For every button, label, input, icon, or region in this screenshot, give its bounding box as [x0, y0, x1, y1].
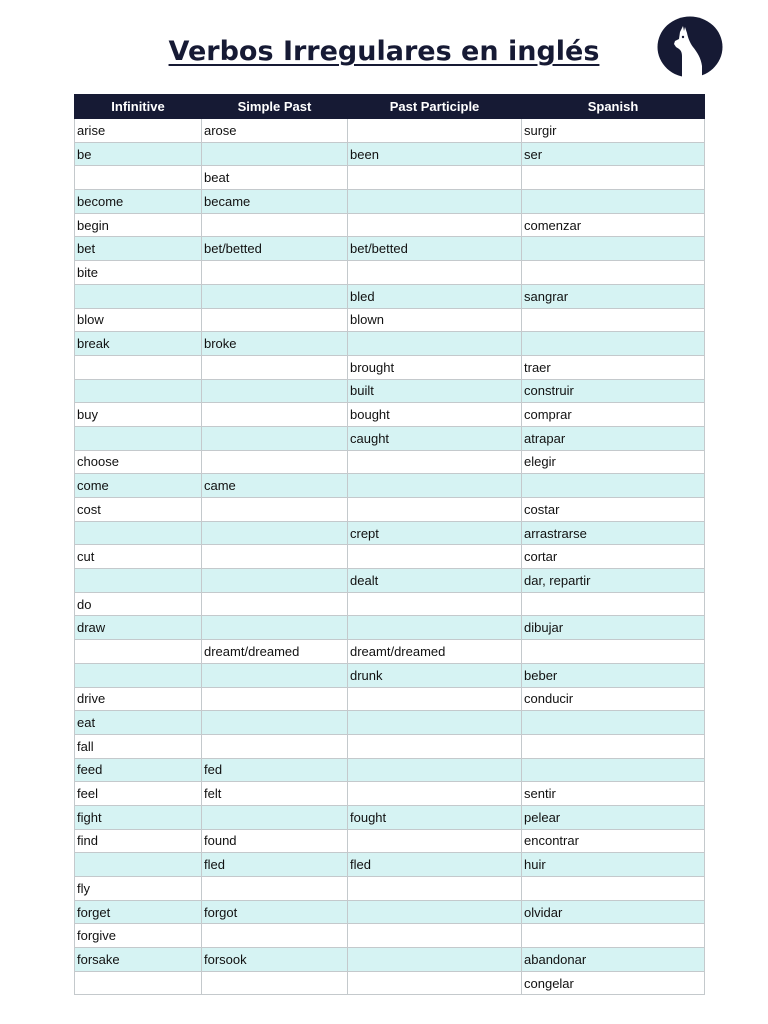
- infinitive-cell: find: [75, 829, 202, 853]
- simple-past-cell: became: [202, 190, 348, 214]
- infinitive-cell: [75, 521, 202, 545]
- past-participle-cell: [348, 592, 522, 616]
- spanish-cell: conducir: [522, 687, 705, 711]
- infinitive-cell: fall: [75, 734, 202, 758]
- spanish-cell: congelar: [522, 971, 705, 995]
- simple-past-cell: [202, 545, 348, 569]
- past-participle-cell: [348, 166, 522, 190]
- spanish-cell: cortar: [522, 545, 705, 569]
- table-row: [75, 758, 705, 782]
- past-participle-cell: [348, 924, 522, 948]
- infinitive-cell: cost: [75, 498, 202, 522]
- column-header-simple-past: Simple Past: [202, 95, 348, 119]
- infinitive-cell: bet: [75, 237, 202, 261]
- past-participle-cell: [348, 971, 522, 995]
- past-participle-cell: [348, 190, 522, 214]
- spanish-cell: [522, 877, 705, 901]
- spanish-cell: pelear: [522, 805, 705, 829]
- infinitive-cell: buy: [75, 403, 202, 427]
- simple-past-cell: forsook: [202, 948, 348, 972]
- table-row: [75, 237, 705, 261]
- infinitive-cell: [75, 640, 202, 664]
- infinitive-cell: [75, 426, 202, 450]
- past-participle-cell: dealt: [348, 569, 522, 593]
- infinitive-cell: [75, 663, 202, 687]
- infinitive-cell: [75, 355, 202, 379]
- spanish-cell: [522, 592, 705, 616]
- infinitive-cell: feel: [75, 782, 202, 806]
- infinitive-cell: forsake: [75, 948, 202, 972]
- table-row: [75, 308, 705, 332]
- table-body: [75, 119, 705, 995]
- simple-past-cell: [202, 403, 348, 427]
- table-header-row: [75, 95, 705, 119]
- past-participle-cell: caught: [348, 426, 522, 450]
- spanish-cell: [522, 237, 705, 261]
- infinitive-cell: cut: [75, 545, 202, 569]
- simple-past-cell: arose: [202, 119, 348, 143]
- spanish-cell: [522, 332, 705, 356]
- simple-past-cell: [202, 142, 348, 166]
- past-participle-cell: fought: [348, 805, 522, 829]
- past-participle-cell: [348, 450, 522, 474]
- simple-past-cell: [202, 592, 348, 616]
- table-row: [75, 782, 705, 806]
- spanish-cell: [522, 261, 705, 285]
- simple-past-cell: found: [202, 829, 348, 853]
- table-row: [75, 284, 705, 308]
- simple-past-cell: [202, 521, 348, 545]
- spanish-cell: [522, 734, 705, 758]
- simple-past-cell: [202, 924, 348, 948]
- simple-past-cell: [202, 426, 348, 450]
- simple-past-cell: broke: [202, 332, 348, 356]
- spanish-cell: ser: [522, 142, 705, 166]
- past-participle-cell: bled: [348, 284, 522, 308]
- table-row: [75, 261, 705, 285]
- infinitive-cell: become: [75, 190, 202, 214]
- spanish-cell: olvidar: [522, 900, 705, 924]
- infinitive-cell: feed: [75, 758, 202, 782]
- simple-past-cell: dreamt/dreamed: [202, 640, 348, 664]
- infinitive-cell: fight: [75, 805, 202, 829]
- spanish-cell: elegir: [522, 450, 705, 474]
- table-row: [75, 379, 705, 403]
- infinitive-cell: eat: [75, 711, 202, 735]
- past-participle-cell: dreamt/dreamed: [348, 640, 522, 664]
- simple-past-cell: [202, 734, 348, 758]
- past-participle-cell: [348, 545, 522, 569]
- spanish-cell: sangrar: [522, 284, 705, 308]
- table-row: [75, 474, 705, 498]
- spanish-cell: surgir: [522, 119, 705, 143]
- simple-past-cell: [202, 971, 348, 995]
- table-row: [75, 498, 705, 522]
- simple-past-cell: [202, 213, 348, 237]
- table-row: [75, 450, 705, 474]
- table-row: [75, 829, 705, 853]
- infinitive-cell: choose: [75, 450, 202, 474]
- spanish-cell: beber: [522, 663, 705, 687]
- infinitive-cell: be: [75, 142, 202, 166]
- irregular-verbs-table: [74, 94, 705, 995]
- spanish-cell: [522, 640, 705, 664]
- table-row: [75, 640, 705, 664]
- past-participle-cell: [348, 829, 522, 853]
- simple-past-cell: forgot: [202, 900, 348, 924]
- table-row: [75, 166, 705, 190]
- spanish-cell: construir: [522, 379, 705, 403]
- spanish-cell: [522, 711, 705, 735]
- page-title-text: Verbos Irregulares en inglés: [168, 36, 600, 67]
- table-row: [75, 900, 705, 924]
- past-participle-cell: [348, 213, 522, 237]
- spanish-cell: huir: [522, 853, 705, 877]
- table-row: [75, 853, 705, 877]
- infinitive-cell: forget: [75, 900, 202, 924]
- table-row: [75, 142, 705, 166]
- column-header-spanish: Spanish: [522, 95, 705, 119]
- past-participle-cell: [348, 900, 522, 924]
- llama-logo-icon: [657, 16, 723, 78]
- infinitive-cell: do: [75, 592, 202, 616]
- past-participle-cell: [348, 474, 522, 498]
- table-row: [75, 213, 705, 237]
- infinitive-cell: blow: [75, 308, 202, 332]
- past-participle-cell: [348, 261, 522, 285]
- simple-past-cell: [202, 663, 348, 687]
- simple-past-cell: fed: [202, 758, 348, 782]
- infinitive-cell: begin: [75, 213, 202, 237]
- simple-past-cell: beat: [202, 166, 348, 190]
- infinitive-cell: fly: [75, 877, 202, 901]
- table-row: [75, 711, 705, 735]
- spanish-cell: comenzar: [522, 213, 705, 237]
- spanish-cell: dar, repartir: [522, 569, 705, 593]
- spanish-cell: [522, 474, 705, 498]
- simple-past-cell: [202, 450, 348, 474]
- page-title: [0, 32, 768, 72]
- table-row: [75, 521, 705, 545]
- simple-past-cell: came: [202, 474, 348, 498]
- infinitive-cell: draw: [75, 616, 202, 640]
- simple-past-cell: [202, 877, 348, 901]
- table-row: [75, 877, 705, 901]
- past-participle-cell: [348, 948, 522, 972]
- infinitive-cell: [75, 166, 202, 190]
- past-participle-cell: built: [348, 379, 522, 403]
- past-participle-cell: [348, 616, 522, 640]
- infinitive-cell: [75, 569, 202, 593]
- table-row: [75, 355, 705, 379]
- simple-past-cell: bet/betted: [202, 237, 348, 261]
- past-participle-cell: [348, 119, 522, 143]
- past-participle-cell: [348, 758, 522, 782]
- table-row: [75, 805, 705, 829]
- table-row: [75, 971, 705, 995]
- table-row: [75, 687, 705, 711]
- past-participle-cell: [348, 782, 522, 806]
- table-row: [75, 190, 705, 214]
- spanish-cell: arrastrarse: [522, 521, 705, 545]
- past-participle-cell: [348, 498, 522, 522]
- table-row: [75, 569, 705, 593]
- table-row: [75, 332, 705, 356]
- simple-past-cell: [202, 805, 348, 829]
- spanish-cell: dibujar: [522, 616, 705, 640]
- table-row: [75, 948, 705, 972]
- table-row: [75, 734, 705, 758]
- past-participle-cell: [348, 734, 522, 758]
- spanish-cell: [522, 308, 705, 332]
- simple-past-cell: [202, 308, 348, 332]
- past-participle-cell: [348, 687, 522, 711]
- past-participle-cell: blown: [348, 308, 522, 332]
- simple-past-cell: [202, 687, 348, 711]
- simple-past-cell: [202, 616, 348, 640]
- spanish-cell: costar: [522, 498, 705, 522]
- infinitive-cell: bite: [75, 261, 202, 285]
- past-participle-cell: bought: [348, 403, 522, 427]
- past-participle-cell: crept: [348, 521, 522, 545]
- spanish-cell: traer: [522, 355, 705, 379]
- infinitive-cell: arise: [75, 119, 202, 143]
- infinitive-cell: [75, 971, 202, 995]
- simple-past-cell: [202, 711, 348, 735]
- simple-past-cell: [202, 379, 348, 403]
- table-row: [75, 616, 705, 640]
- infinitive-cell: break: [75, 332, 202, 356]
- table-row: [75, 663, 705, 687]
- past-participle-cell: bet/betted: [348, 237, 522, 261]
- simple-past-cell: [202, 355, 348, 379]
- past-participle-cell: been: [348, 142, 522, 166]
- infinitive-cell: [75, 853, 202, 877]
- infinitive-cell: [75, 284, 202, 308]
- past-participle-cell: [348, 332, 522, 356]
- simple-past-cell: [202, 498, 348, 522]
- simple-past-cell: [202, 569, 348, 593]
- spanish-cell: abandonar: [522, 948, 705, 972]
- past-participle-cell: brought: [348, 355, 522, 379]
- table-row: [75, 426, 705, 450]
- spanish-cell: atrapar: [522, 426, 705, 450]
- spanish-cell: [522, 190, 705, 214]
- column-header-infinitive: Infinitive: [75, 95, 202, 119]
- infinitive-cell: drive: [75, 687, 202, 711]
- infinitive-cell: come: [75, 474, 202, 498]
- spanish-cell: [522, 166, 705, 190]
- spanish-cell: comprar: [522, 403, 705, 427]
- simple-past-cell: [202, 261, 348, 285]
- simple-past-cell: [202, 284, 348, 308]
- simple-past-cell: fled: [202, 853, 348, 877]
- spanish-cell: sentir: [522, 782, 705, 806]
- past-participle-cell: fled: [348, 853, 522, 877]
- table-row: [75, 545, 705, 569]
- spanish-cell: [522, 924, 705, 948]
- past-participle-cell: drunk: [348, 663, 522, 687]
- table-row: [75, 592, 705, 616]
- past-participle-cell: [348, 711, 522, 735]
- infinitive-cell: forgive: [75, 924, 202, 948]
- spanish-cell: encontrar: [522, 829, 705, 853]
- past-participle-cell: [348, 877, 522, 901]
- infinitive-cell: [75, 379, 202, 403]
- spanish-cell: [522, 758, 705, 782]
- column-header-past-participle: Past Participle: [348, 95, 522, 119]
- simple-past-cell: felt: [202, 782, 348, 806]
- table-row: [75, 119, 705, 143]
- table-row: [75, 403, 705, 427]
- table-row: [75, 924, 705, 948]
